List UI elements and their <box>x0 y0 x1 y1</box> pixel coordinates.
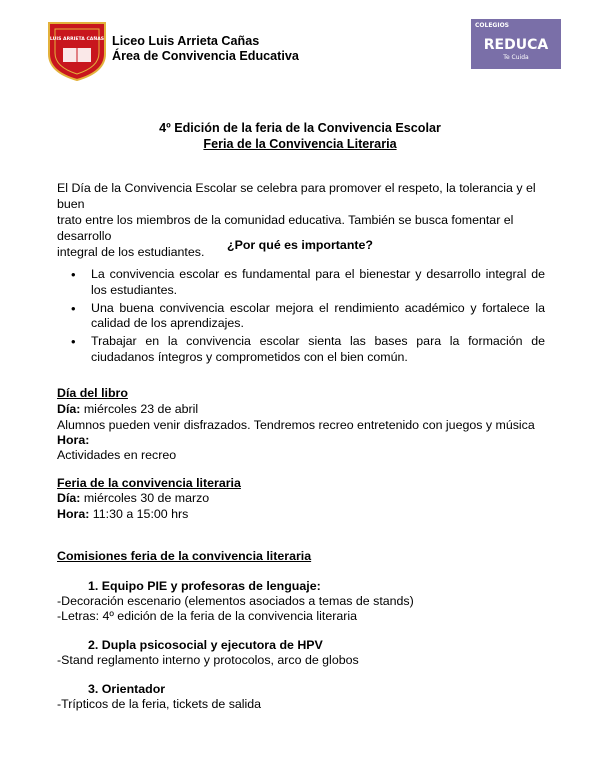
comisiones-heading-wrap <box>57 549 311 565</box>
dia-libro-date <box>57 402 198 418</box>
reduca-logo <box>471 19 561 69</box>
school-shield-logo <box>46 20 108 82</box>
reduca-top-text: COLEGIOS <box>475 22 510 29</box>
feria-dia-label: Día: <box>57 491 81 505</box>
list-item: • Trabajar en la convivencia escolar sienta las bases para la formación de ciudadanos íntegros y comprometidos con el bien común. <box>57 334 545 366</box>
group-1-title: 1. Equipo PIE y profesoras de lenguaje: <box>88 579 321 593</box>
dia-label: Día: <box>57 402 81 416</box>
hora-label: Hora: <box>57 433 90 447</box>
group-3-title: 3. Orientador <box>88 682 166 696</box>
reduca-sub-text: Te Cuida <box>503 54 529 61</box>
feria-date <box>57 491 209 507</box>
feria-heading: Feria de la convivencia literaria <box>57 476 241 490</box>
feria-hora-label: Hora: <box>57 507 90 521</box>
intro-line-1: El Día de la Convivencia Escolar se celebra para promover el respeto, la tolerancia y el buen <box>57 181 536 211</box>
group-3-item-1: -Trípticos de la feria, tickets de salida <box>57 697 262 711</box>
dia-libro-heading: Día del libro <box>57 386 128 400</box>
list-item: • Una buena convivencia escolar mejora el rendimiento académico y fortalece la calidad de los aprendizajes. <box>57 301 545 333</box>
importance-list <box>57 267 545 368</box>
feria-heading-wrap <box>57 476 241 492</box>
importance-heading: ¿Por qué es importante? <box>227 238 373 252</box>
list-item: • La convivencia escolar es fundamental para el bienestar y desarrollo integral de los estudiantes. <box>57 267 545 299</box>
intro-line-3: integral de los estudiantes. <box>57 245 205 259</box>
group-2-title: 2. Dupla psicosocial y ejecutora de HPV <box>88 638 323 652</box>
school-name: Liceo Luis Arrieta Cañas <box>112 34 260 48</box>
doc-title: 4º Edición de la feria de la Convivencia Escolar <box>159 121 441 135</box>
feria-hora-value: 11:30 a 15:00 hrs <box>89 507 189 521</box>
comisiones-heading: Comisiones feria de la convivencia literaria <box>57 549 312 563</box>
dia-libro-note: Alumnos pueden venir disfrazados. Tendremos recreo entretenido con juegos y música <box>57 418 535 432</box>
group-1-item-1: -Decoración escenario (elementos asociados a temas de stands) <box>57 594 414 608</box>
dia-value: miércoles 23 de abril <box>80 402 199 416</box>
school-name-block <box>112 34 299 64</box>
doc-subtitle: Feria de la Convivencia Literaria <box>203 137 397 151</box>
doc-subtitle-wrap <box>0 137 600 151</box>
feria-dia-value: miércoles 30 de marzo <box>80 491 210 505</box>
hora-value: Actividades en recreo <box>57 448 177 462</box>
logo-left-text: LUIS ARRIETA CAÑAS <box>49 37 105 42</box>
group-1-item-2: -Letras: 4º edición de la feria de la convivencia literaria <box>57 609 357 623</box>
reduca-main-text: REDUCA <box>483 37 549 53</box>
feria-time <box>57 507 188 523</box>
area-name: Área de Convivencia Educativa <box>112 49 299 63</box>
intro-line-2: trato entre los miembros de la comunidad educativa. También se busca fomentar el desarrollo <box>57 213 514 243</box>
dia-libro-heading-wrap <box>57 386 128 402</box>
group-2-item-1: -Stand reglamento interno y protocolos, arco de globos <box>57 653 359 667</box>
